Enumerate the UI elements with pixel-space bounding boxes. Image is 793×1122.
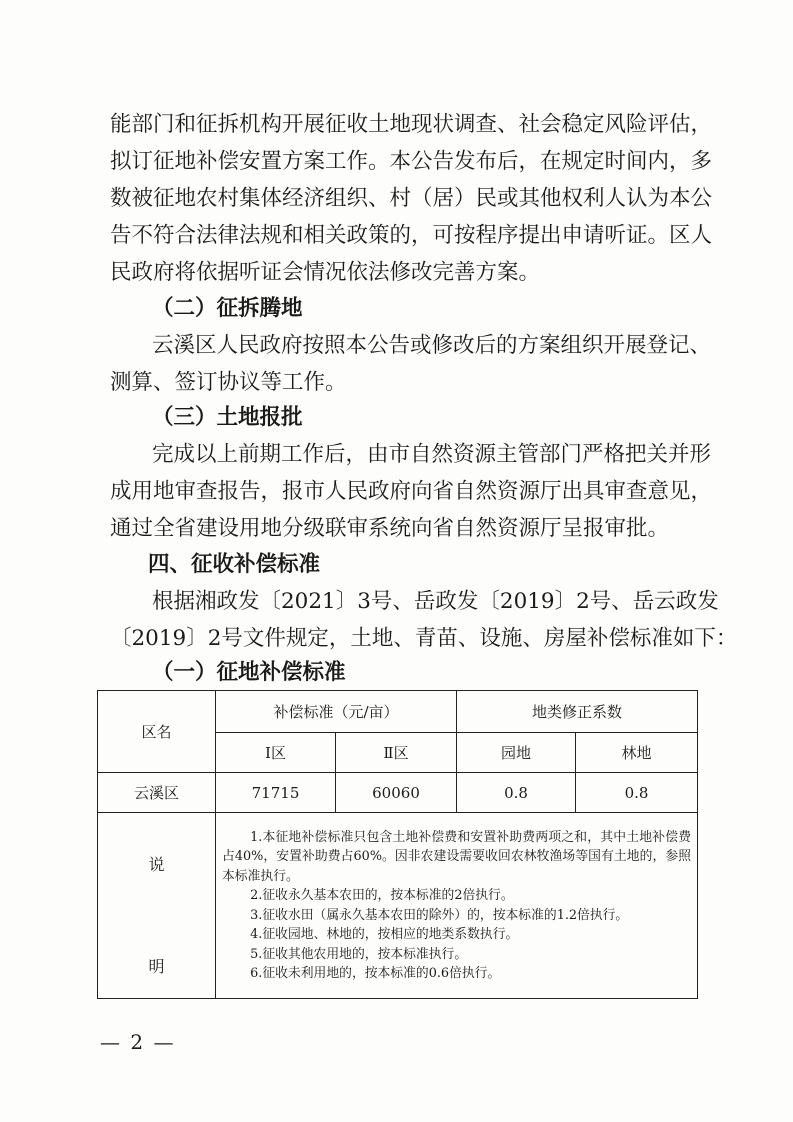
section-heading: 四、征收补偿标准	[148, 552, 321, 577]
paragraph-line: 测算、签订协议等工作。	[110, 370, 347, 395]
notes-label-shuo: 说	[148, 854, 165, 874]
header-zone-1: Ⅰ区	[216, 733, 336, 773]
page-number: — 2 —	[100, 1030, 176, 1054]
note-item: 5.征收其他农用地的，按本标准执行。	[250, 946, 468, 962]
paragraph-line: 〔2019〕2号文件规定，土地、青苗、设施、房屋补偿标准如下：	[110, 626, 738, 651]
cell-zone-1: 71715	[216, 773, 336, 813]
header-forest: 林地	[576, 733, 698, 773]
notes-label-cell	[98, 813, 216, 999]
paragraph-line: 完成以上前期工作后，由市自然资源主管部门严格把关并形	[152, 442, 712, 467]
note-item: 2.征收永久基本农田的，按本标准的2倍执行。	[250, 888, 514, 903]
cell-zone-2: 60060	[336, 773, 457, 813]
header-coefficient: 地类修正系数	[457, 691, 698, 733]
paragraph-line: 根据湘政发〔2021〕3号、岳政发〔2019〕2号、岳云政发	[152, 589, 719, 614]
note-item: 3.征收水田（属永久基本农田的除外）的，按本标准的1.2倍执行。	[250, 907, 629, 923]
paragraph-line: 民政府将依据听证会情况依法修改完善方案。	[110, 260, 541, 285]
notes-label-ming: 明	[148, 956, 165, 976]
paragraph-line: 能部门和征拆机构开展征收土地现状调查、社会稳定风险评估，	[110, 112, 713, 137]
section-heading: （一）征地补偿标准	[152, 660, 346, 685]
compensation-table	[97, 690, 698, 999]
cell-garden: 0.8	[457, 773, 576, 813]
header-garden: 园地	[457, 733, 576, 773]
paragraph-line: 告不符合法律法规和相关政策的，可按程序提出申请听证。区人	[110, 223, 713, 248]
header-district: 区名	[98, 691, 216, 773]
paragraph-line: 成用地审查报告，报市人民政府向省自然资源厅出具审查意见，	[110, 479, 713, 504]
table-row	[98, 773, 698, 813]
paragraph-line: 数被征地农村集体经济组织、村（居）民或其他权利人认为本公	[110, 186, 713, 211]
section-heading: （三）土地报批	[152, 405, 303, 430]
paragraph-line: 云溪区人民政府按照本公告或修改后的方案组织开展登记、	[152, 333, 712, 358]
note-item: 1.本征地补偿标准只包含土地补偿费和安置补助费两项之和，其中土地补偿费占40%，安置补助费占60%。因非农建设需要收回农林牧渔场等国有土地的，参照本标准执行。	[222, 829, 692, 884]
paragraph-line: 拟订征地补偿安置方案工作。本公告发布后，在规定时间内，多	[110, 149, 713, 174]
header-standard: 补偿标准（元/亩）	[216, 691, 457, 733]
section-heading: （二）征拆腾地	[152, 296, 303, 321]
notes-cell	[216, 813, 698, 999]
paragraph-line: 通过全省建设用地分级联审系统向省自然资源厅呈报审批。	[110, 516, 670, 541]
header-zone-2: Ⅱ区	[336, 733, 457, 773]
note-item: 4.征收园地、林地的，按相应的地类系数执行。	[250, 927, 519, 942]
cell-district: 云溪区	[98, 773, 216, 813]
cell-forest: 0.8	[576, 773, 698, 813]
note-item: 6.征收未利用地的，按本标准的0.6倍执行。	[250, 966, 501, 981]
